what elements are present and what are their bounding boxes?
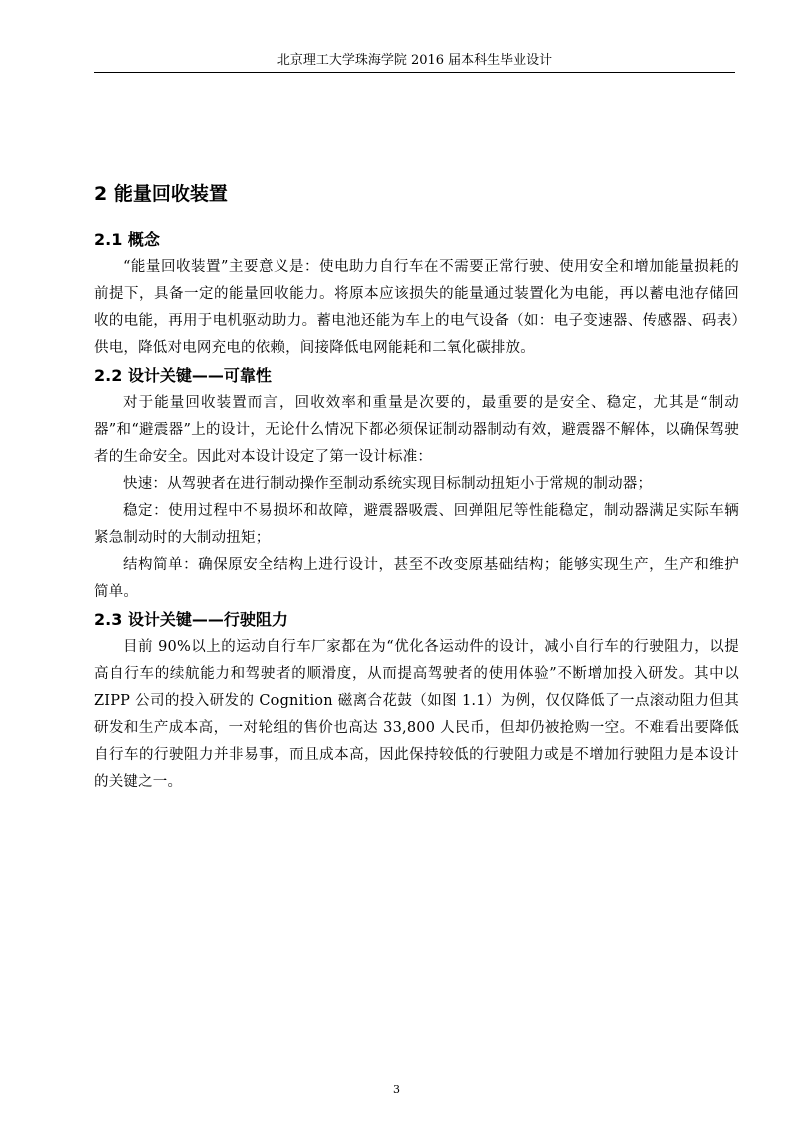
paragraph: 对于能量回收装置而言，回收效率和重量是次要的，最重要的是安全、稳定，尤其是“制动器”和“避震器”上的设计，无论什么情况下都必须保证制动器制动有效，避震器不解体，以确保驾驶者的生命安全。因此对本设计设定了第一设计标准： (94, 395, 739, 465)
section-title: 2.2 设计关键——可靠性 (94, 366, 272, 385)
section-2-1 (94, 226, 739, 362)
section-title: 2.1 概念 (94, 230, 160, 249)
paragraph: 快速：从驾驶者在进行制动操作至制动系统实现目标制动扭矩小于常规的制动器； (123, 476, 653, 492)
page-header: 北京理工大学珠海学院 2016 届本科生毕业设计 (94, 52, 735, 73)
section-title: 2.3 设计关键——行驶阻力 (94, 610, 288, 629)
paragraph: 结构简单：确保原安全结构上进行设计，甚至不改变原基础结构；能够实现生产，生产和维护简单。 (94, 557, 739, 600)
section-2-3 (94, 606, 739, 796)
paragraph: 稳定：使用过程中不易损坏和故障，避震器吸震、回弹阻尼等性能稳定，制动器满足实际车辆紧急制动时的大制动扭矩； (94, 503, 739, 546)
chapter-title: 2 能量回收装置 (94, 183, 228, 205)
section-2-2 (94, 362, 739, 606)
paragraph: “能量回收装置”主要意义是：使电助力自行车在不需要正常行驶、使用安全和增加能量损耗的前提下，具备一定的能量回收能力。将原本应该损失的能量通过装置化为电能，再以蓄电池存储回收的电能，再用于电机驱动助力。蓄电池还能为车上的电气设备（如：电子变速器、传感器、码表）供电，降低对电网充电的依赖，间接降低电网能耗和二氧化碳排放。 (94, 259, 739, 356)
paragraph: 目前 90%以上的运动自行车厂家都在为“优化各运动件的设计，减小自行车的行驶阻力，以提高自行车的续航能力和驾驶者的顺滑度，从而提高驾驶者的使用体验”不断增加投入研发。其中以 ZIPP 公司的投入研发的 Cognition 磁离合花鼓（如图 1.1）为例，仅仅降低了一点滚动阻力但其研发和生产成本高，一对轮组的售价也高达 33,800 人民币，但却仍被抢购一空。不难看出要降低自行车的行驶阻力并非易事，而且成本高，因此保持较低的行驶阻力或是不增加行驶阻力是本设计的关键之一。 (94, 639, 739, 790)
page-number: 3 (393, 1083, 400, 1096)
page-content (94, 180, 739, 796)
